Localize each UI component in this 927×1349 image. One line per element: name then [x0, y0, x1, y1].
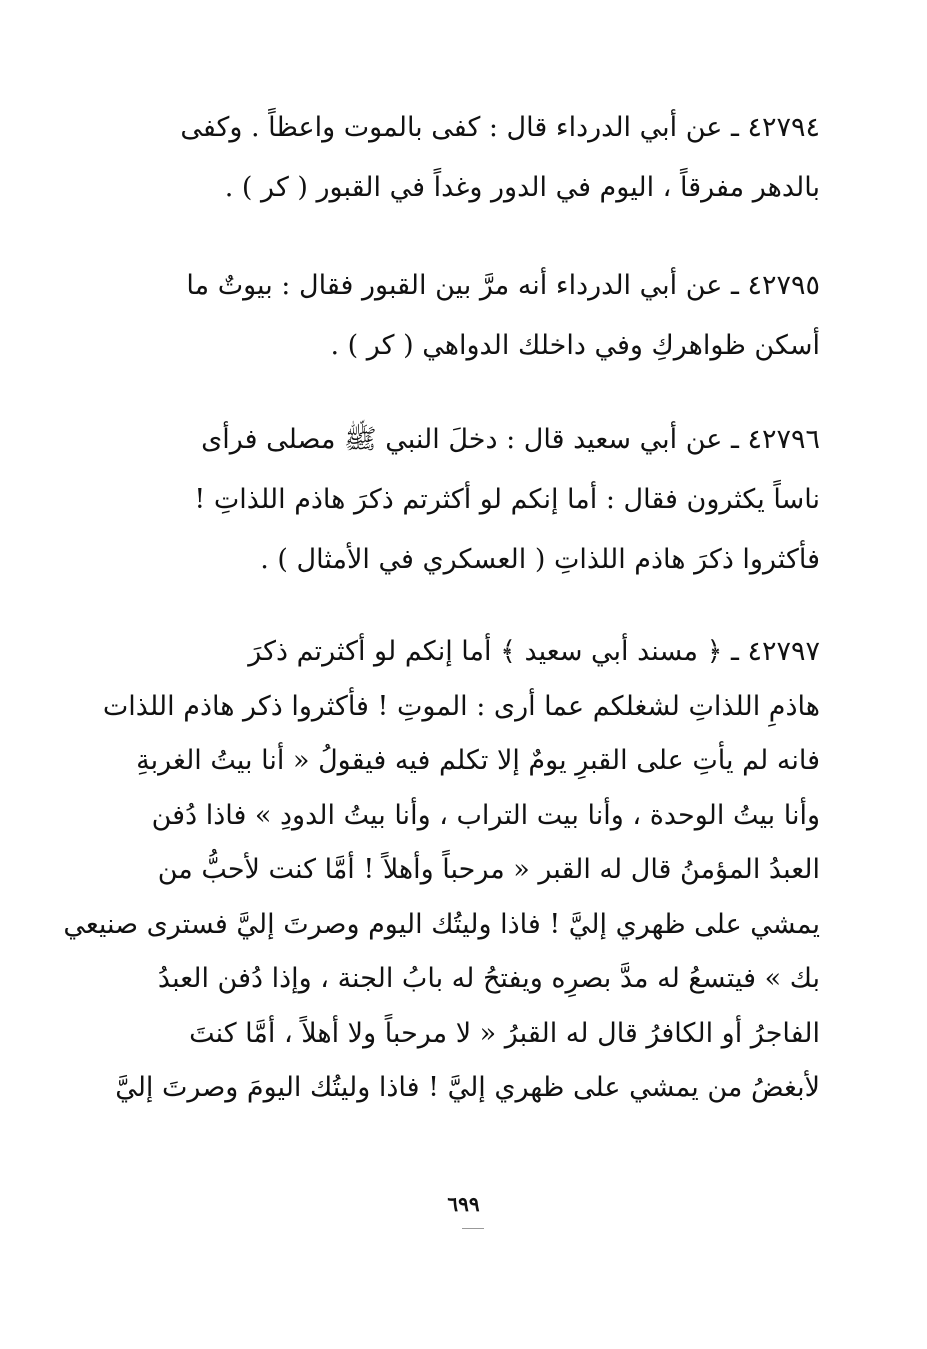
- entry-line: ٤٢٧٩٧ ـ ﴿ مسند أبي سعيد ﴾ أما إنكم لو أكثرتم ذكرَ: [248, 636, 820, 667]
- entry-line: ٤٢٧٩٥ ـ عن أبي الدرداء أنه مرَّ بين القبور فقال : بيوتٌ ما: [186, 270, 820, 301]
- entry-line: يمشي على ظهري إليَّ ! فاذا وليتُك اليوم وصرتَ إليَّ فسترى صنيعي: [63, 908, 820, 940]
- entry-line: فأكثروا ذكرَ هاذم اللذاتِ ( العسكري في الأمثال ) .: [260, 544, 820, 575]
- hadith-entry-42794: [150, 98, 820, 218]
- entry-line: بالدهر مفرقاً ، اليوم في الدور وغداً في القبور ( كر ) .: [224, 172, 820, 203]
- entry-line: الفاجرُ أو الكافرُ قال له القبرُ « لا مرحباً ولا أهلاً ، أمَّا كنتَ: [189, 1017, 820, 1049]
- entry-line: فانه لم يأتِ على القبرِ يومٌ إلا تكلم فيه فيقولُ « أنا بيتُ الغربةِ: [136, 745, 820, 776]
- page-number: ٦٩٩: [447, 1192, 480, 1216]
- entry-line: لأبغضُ من يمشي على ظهري إليَّ ! فاذا وليتُك اليومَ وصرتَ إليَّ: [115, 1072, 820, 1103]
- entry-line: ٤٢٧٩٦ ـ عن أبي سعيد قال : دخلَ النبي ﷺ مصلى فرأى: [201, 424, 820, 455]
- entry-line: وأنا بيتُ الوحدة ، وأنا بيت التراب ، وأنا بيتُ الدودِ » فاذا دُفن: [151, 799, 820, 831]
- entry-line: بك » فيتسعُ له مدَّ بصرِه ويفتحُ له بابُ الجنة ، وإذا دُفن العبدُ: [157, 963, 820, 994]
- hadith-entry-42795: [150, 256, 820, 376]
- entry-line: العبدُ المؤمنُ قال له القبر « مرحباً وأهلاً ! أمَّا كنت لأحبُّ من: [157, 854, 820, 885]
- entry-line: ناساً يكثرون فقال : أما إنكم لو أكثرتم ذكرَ هاذم اللذاتِ !: [194, 484, 820, 515]
- entry-line: هاذمِ اللذاتِ لشغلكم عما أرى : الموتِ ! فأكثروا ذكر هاذم اللذات: [102, 690, 820, 722]
- page-number-rule: [462, 1228, 484, 1229]
- hadith-entry-42796: [150, 410, 820, 590]
- entry-line: أسكن ظواهركِ وفي داخلك الدواهي ( كر ) .: [330, 330, 820, 361]
- entry-line: ٤٢٧٩٤ ـ عن أبي الدرداء قال : كفى بالموت واعظاً . وكفى: [180, 112, 820, 143]
- hadith-entry-42797: [63, 625, 820, 1116]
